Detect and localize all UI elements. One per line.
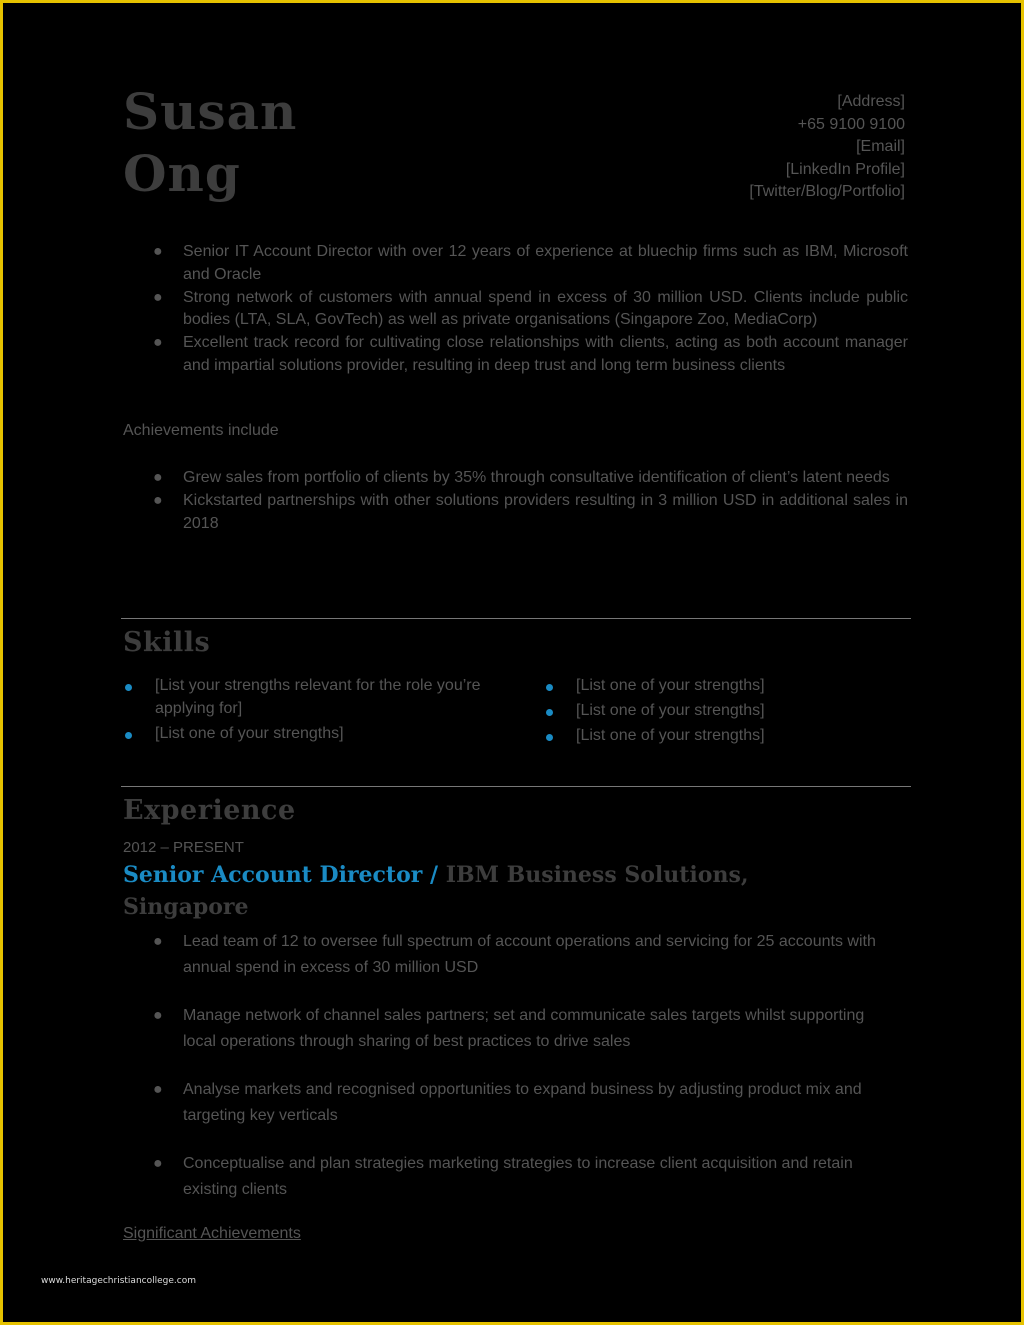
- achievements-heading: Achievements include: [123, 422, 279, 439]
- bullet-icon: ●: [153, 243, 163, 260]
- bullet-icon: [125, 684, 132, 691]
- experience-list: [123, 929, 883, 1225]
- section-divider: [121, 618, 911, 619]
- contact-email: [Email]: [856, 138, 905, 155]
- list-item: ● Kickstarted partnerships with other solutions providers resulting in 3 million USD in additional sales in 2018: [153, 491, 908, 532]
- list-item: [List one of your strengths]: [125, 723, 505, 746]
- bullet-icon: ●: [153, 1155, 163, 1172]
- bullet-icon: ●: [153, 1007, 163, 1024]
- contact-portfolio: [Twitter/Blog/Portfolio]: [749, 183, 905, 200]
- contact-phone: +65 9100 9100: [797, 115, 905, 133]
- job-company: IBM Business Solutions, Singapore: [123, 862, 749, 920]
- bullet-icon: ●: [153, 288, 163, 306]
- list-item: ● Grew sales from portfolio of clients by 35% through consultative identification of client’s latent needs: [123, 467, 908, 490]
- list-item: ● Conceptualise and plan strategies marketing strategies to increase client acquisition and retain existing clients: [123, 1151, 883, 1202]
- bullet-icon: ●: [153, 491, 163, 509]
- section-divider: [121, 786, 911, 787]
- list-item: ● Senior IT Account Director with over 12 years of experience at bluechip firms such as IBM, Microsoft and Oracle: [153, 243, 908, 283]
- list-item: [List one of your strengths]: [546, 725, 906, 748]
- contact-address: [Address]: [837, 93, 905, 110]
- candidate-name: [123, 81, 297, 205]
- bullet-icon: [125, 732, 132, 739]
- job-date: 2012 – PRESENT: [123, 839, 244, 856]
- bullet-icon: ●: [153, 334, 163, 352]
- skills-left-column: [125, 675, 505, 747]
- watermark: www.heritagechristiancollege.com: [41, 1276, 196, 1286]
- list-item: ● Lead team of 12 to oversee full spectrum of account operations and servicing for 25 accounts with annual spend in excess of 30 million USD: [123, 929, 883, 980]
- bullet-icon: ●: [153, 933, 163, 950]
- significant-achievements-heading: Significant Achievements: [123, 1225, 301, 1242]
- bullet-icon: [546, 684, 553, 691]
- bullet-icon: ●: [153, 1081, 163, 1098]
- job-title: [123, 859, 823, 923]
- contact-block: [749, 91, 905, 204]
- list-item: ● Analyse markets and recognised opportunities to expand business by adjusting product mix and targeting key verticals: [123, 1077, 883, 1128]
- list-item: [List your strengths relevant for the role you’re applying for]: [125, 675, 505, 721]
- list-item: ● Manage network of channel sales partners; set and communicate sales targets whilst supporting local operations through sharing of best practices to drive sales: [123, 1003, 883, 1054]
- experience-title: Experience: [123, 795, 296, 826]
- bullet-icon: [546, 734, 553, 741]
- job-role: Senior Account Director /: [123, 862, 439, 888]
- last-name: Ong: [123, 144, 241, 203]
- summary-list: [123, 241, 908, 378]
- list-item: [List one of your strengths]: [546, 675, 906, 698]
- achievements-list: [123, 467, 908, 535]
- list-item: [List one of your strengths]: [546, 700, 906, 723]
- list-item: ● Excellent track record for cultivating close relationships with clients, acting as both account manager and impartial solutions provider, resulting in deep trust and long term business clients: [153, 334, 908, 374]
- bullet-icon: ●: [153, 469, 163, 486]
- skills-title: Skills: [123, 627, 211, 658]
- skills-right-column: [546, 675, 906, 749]
- contact-linkedin: [LinkedIn Profile]: [785, 160, 905, 178]
- bullet-icon: [546, 709, 553, 716]
- first-name: Susan: [123, 82, 298, 141]
- list-item: ● Strong network of customers with annual spend in excess of 30 million USD. Clients include public bodies (LTA, SLA, GovTech) as well as private organisations (Singapore Zoo, MediaCorp): [153, 288, 908, 329]
